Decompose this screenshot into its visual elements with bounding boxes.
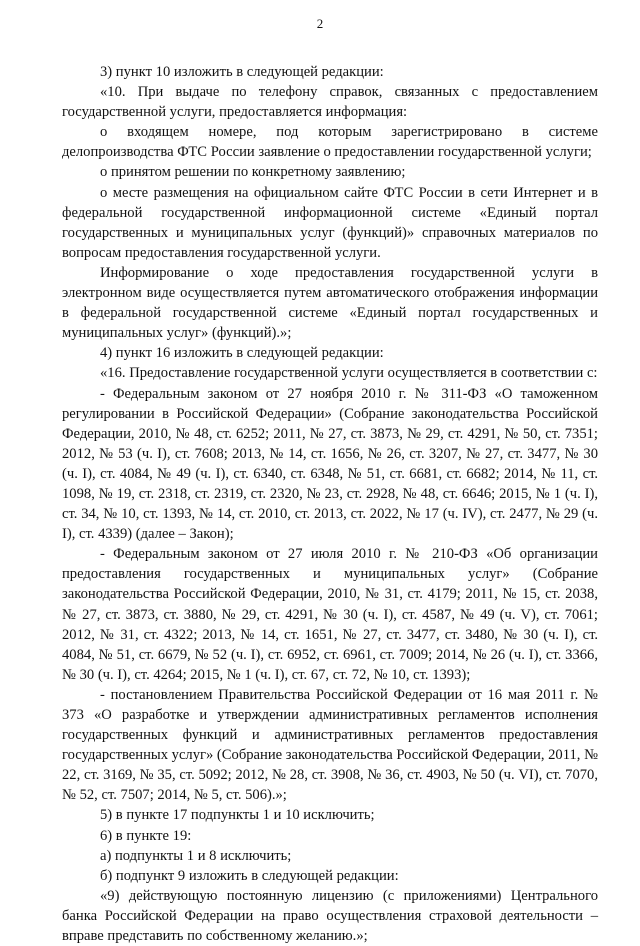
paragraph-decision: о принятом решении по конкретному заявлению; xyxy=(100,164,406,181)
paragraph-law-210: - Федеральным законом от 27 июля 2010 г. № 210-ФЗ «Об организации предоставления государственных и муниципальных услуг» (Собрание законодательства Российской Федерации, 2010, № 31, ст. 4179; 2011, № 15, ст. 2038, № 27, ст. 3873, ст. 3880, № 29, ст. 4291, № 30 (ч. I), ст. 4587, № 49 (ч. V), ст. 7061; 2012, № 31, ст. 4322; 2013, № 14, ст. 1651, № 27, ст. 3477, ст. 3480, № 30 (ч. I), ст. 4084, № 51, ст. 6679, № 52 (ч. I), ст. 6952, ст. 6961, ст. 7009; 2014, № 26 (ч. I), ст. 3366, № 30 (ч. I), ст. 4264; 2015, № 1 (ч. I), ст. 67, ст. 72, № 10, ст. 1393); xyxy=(62,546,598,683)
paragraph-item-19: 6) в пункте 19: xyxy=(100,827,192,844)
paragraph-item-17: 5) в пункте 17 подпункты 1 и 10 исключить; xyxy=(100,807,375,824)
paragraph-item-16-text: «16. Предоставление государственной услуги осуществляется в соответствии с: xyxy=(100,365,598,382)
paragraph-placement: о месте размещения на официальном сайте ФТС России в сети Интернет и в федеральной государственной информационной системе «Единый портал государственных и муниципальных услуг (функций)» справочных материалов по вопросам предоставления государственной услуги. xyxy=(62,184,598,261)
paragraph-subitem-9: «9) действующую постоянную лицензию (с приложениями) Центрального банка Российской Федерации на право осуществления страховой деятельности – вправе представить по собственному желанию.»; xyxy=(62,887,598,945)
paragraph-subitem-b: б) подпункт 9 изложить в следующей редакции: xyxy=(100,867,399,884)
paragraph-law-311: - Федеральным законом от 27 ноября 2010 г. № 311-ФЗ «О таможенном регулировании в Российской Федерации» (Собрание законодательства Российской Федерации, 2010, № 48, ст. 6252; 2011, № 27, ст. 3873, № 29, ст. 4291, № 50, ст. 7351; 2012, № 53 (ч. I), ст. 7608; 2013, № 14, ст. 1656, № 26, ст. 3207, № 27, ст. 3477, № 30 (ч. I), ст. 4084, № 49 (ч. I), ст. 6340, ст. 6348, № 51, ст. 6681, ст. 6682; 2014, № 11, ст. 1098, № 19, ст. 2318, ст. 2319, ст. 2320, № 23, ст. 2928, № 48, ст. 6646; 2015, № 1 (ч. I), ст. 34, № 10, ст. 1393, № 14, ст. 2010, ст. 2013, ст. 2022, № 17 (ч. IV), ст. 2477, № 29 (ч. I), ст. 4339) (далее – Закон); xyxy=(62,385,598,543)
paragraph-item-10-text: «10. При выдаче по телефону справок, связанных с предоставлением государственной услуги, предоставляется информация: xyxy=(62,84,598,121)
document-body xyxy=(62,62,598,946)
paragraph-incoming-number: о входящем номере, под которым зарегистрировано в системе делопроизводства ФТС России заявление о предоставлении государственной услуги; xyxy=(62,124,598,161)
paragraph-resolution-373: - постановлением Правительства Российской Федерации от 16 мая 2011 г. № 373 «О разработке и утверждении административных регламентов исполнения государственных функций и административных регламентов предоставления государственных услуг» (Собрание законодательства Российской Федерации, 2011, № 22, ст. 3169, № 35, ст. 5092; 2012, № 28, ст. 3908, № 36, ст. 4903, № 50 (ч. VI), ст. 7070, № 52, ст. 7507; 2014, № 5, ст. 506).»; xyxy=(62,686,598,804)
paragraph-item-10-heading: 3) пункт 10 изложить в следующей редакции: xyxy=(100,64,384,80)
paragraph-item-16-heading: 4) пункт 16 изложить в следующей редакции: xyxy=(100,345,384,362)
paragraph-subitem-a: а) подпункты 1 и 8 исключить; xyxy=(100,847,292,864)
paragraph-informing: Информирование о ходе предоставления государственной услуги в электронном виде осуществляется путем автоматического отображения информации в федеральной государственной системе «Единый портал государственных и муниципальных услуг» (функций).»; xyxy=(62,264,598,342)
page-number: 2 xyxy=(316,16,324,31)
